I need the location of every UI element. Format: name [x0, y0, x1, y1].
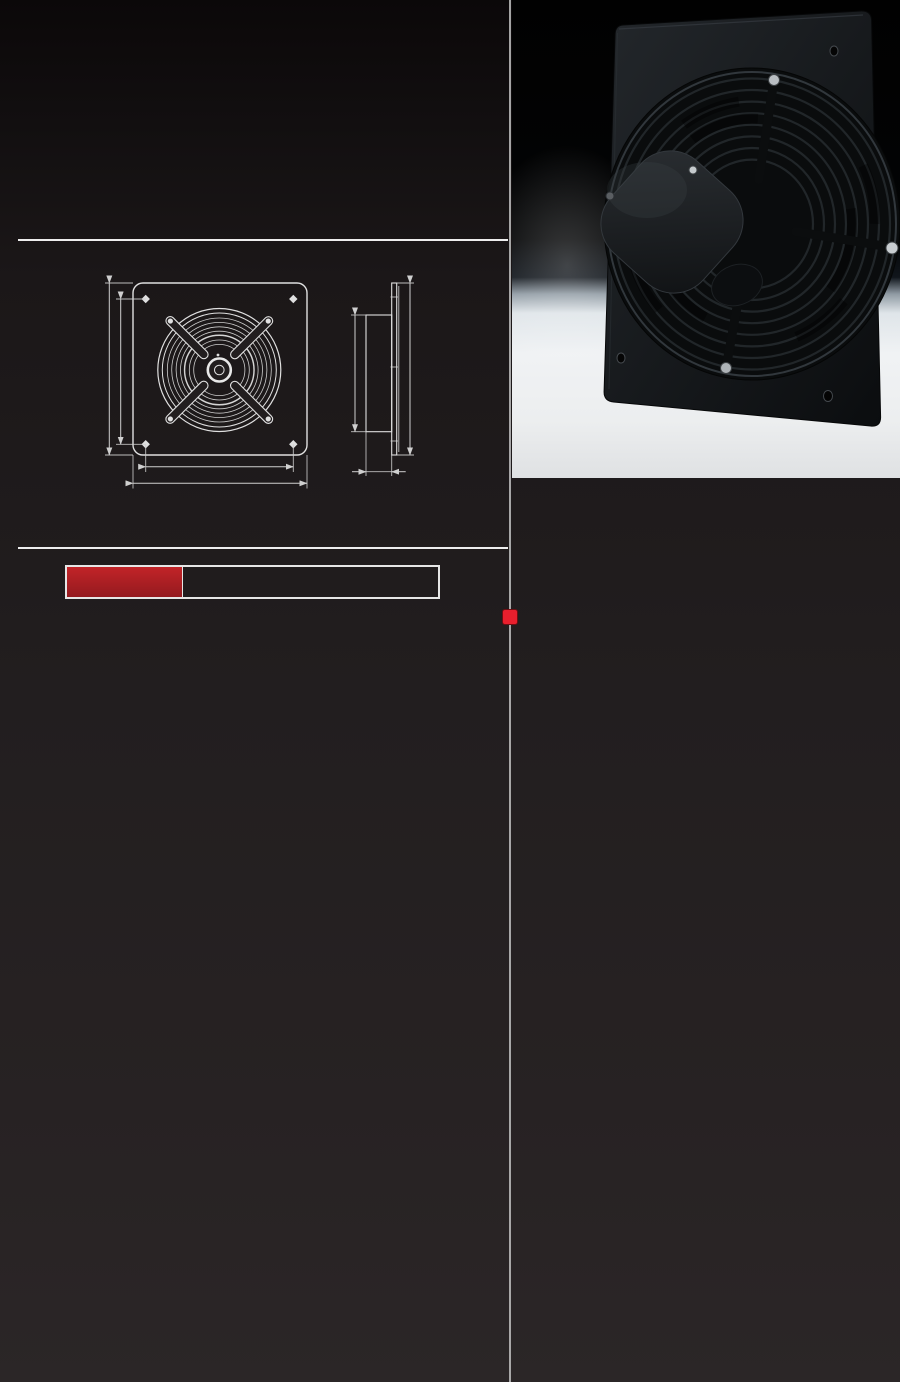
side-view [351, 283, 414, 476]
drawing-section-header [12, 218, 510, 235]
fan-body [579, 11, 900, 426]
flow-chart [0, 790, 510, 1290]
hub [208, 359, 231, 382]
hub-dot [217, 354, 220, 357]
product-photo [512, 0, 900, 478]
side-dimensions [351, 283, 414, 476]
dimensions-section-header [12, 526, 510, 543]
corner-cell [66, 566, 182, 598]
column-divider [509, 0, 511, 1382]
section-divider-2 [18, 547, 508, 549]
technical-drawing [0, 255, 510, 505]
front-view [105, 283, 307, 489]
diameter-list [11, 101, 521, 132]
motor-highlight [607, 162, 687, 218]
section-divider [18, 239, 508, 241]
dimensions-table-head-row [66, 566, 439, 598]
version-marker [502, 609, 518, 625]
dimensions-table [65, 565, 440, 599]
